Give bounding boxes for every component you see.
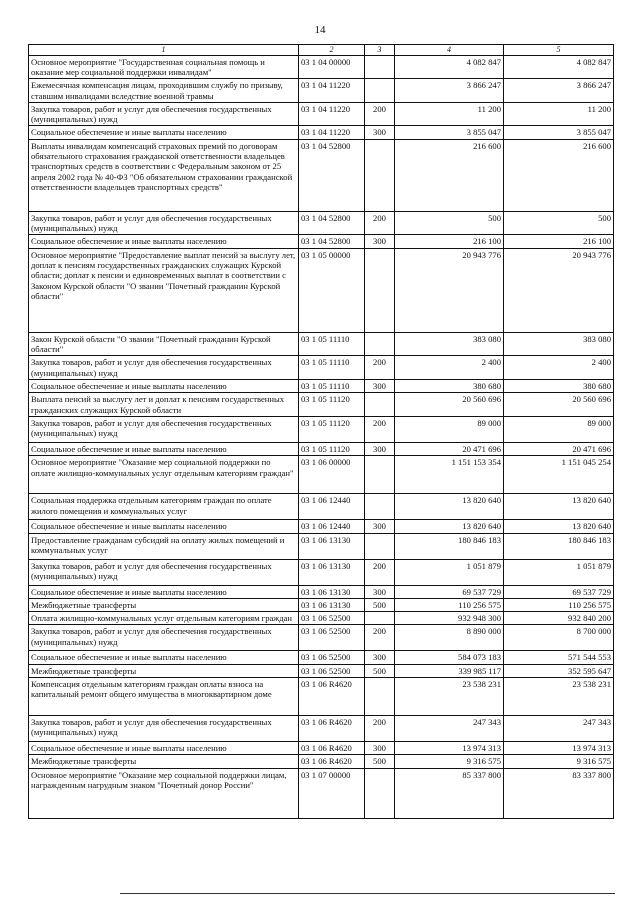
cell-value-2: 2 400 — [504, 356, 614, 380]
cell-code: 03 1 06 R4620 — [299, 678, 365, 716]
cell-value-2: 9 316 575 — [504, 755, 614, 768]
table-row — [29, 651, 614, 664]
footer-rule — [120, 893, 615, 894]
cell-code: 03 1 06 R4620 — [299, 742, 365, 755]
budget-table-body — [29, 45, 614, 819]
table-row — [29, 55, 614, 79]
table-row — [29, 211, 614, 235]
table-row — [29, 533, 614, 559]
cell-code: 03 1 06 52500 — [299, 612, 365, 625]
cell-value-1: 339 985 117 — [395, 664, 504, 677]
cell-value-1: 9 316 575 — [395, 755, 504, 768]
cell-name: Предоставление гражданам субсидий на оплату жилых помещений и коммунальных услуг — [29, 533, 299, 559]
cell-code: 03 1 05 00000 — [299, 248, 365, 332]
cell-value-1: 89 000 — [395, 416, 504, 442]
cell-name: Закупка товаров, работ и услуг для обеспечения государственных (муниципальных) нужд — [29, 559, 299, 585]
cell-expense-type: 200 — [365, 716, 395, 742]
cell-name: Основное мероприятие "Предоставление выплат пенсий за выслугу лет, доплат к пенсиям государственных гражданских служащих Курской области; доплат к пенсии и единовременных выплат в соответствии с Законом Курской области "О звании "Почетный гражданин Курской области" — [29, 248, 299, 332]
cell-code: 03 1 07 00000 — [299, 768, 365, 818]
cell-name: Социальное обеспечение и иные выплаты населению — [29, 585, 299, 598]
cell-code: 03 1 06 13130 — [299, 533, 365, 559]
cell-name: Социальное обеспечение и иные выплаты населению — [29, 651, 299, 664]
cell-code: 03 1 06 13130 — [299, 598, 365, 611]
cell-code: 03 1 06 R4620 — [299, 755, 365, 768]
header-cell-value-1: 4 — [395, 45, 504, 56]
cell-expense-type — [365, 678, 395, 716]
cell-value-2: 500 — [504, 211, 614, 235]
cell-value-2: 110 256 575 — [504, 598, 614, 611]
cell-value-1: 3 855 047 — [395, 126, 504, 139]
table-row — [29, 755, 614, 768]
table-row — [29, 456, 614, 494]
cell-code: 03 1 06 12440 — [299, 494, 365, 520]
cell-value-1: 8 890 000 — [395, 625, 504, 651]
cell-code: 03 1 06 52500 — [299, 651, 365, 664]
cell-code: 03 1 06 52500 — [299, 625, 365, 651]
cell-expense-type: 300 — [365, 126, 395, 139]
cell-value-1: 11 200 — [395, 102, 504, 126]
cell-expense-type — [365, 393, 395, 417]
cell-value-2: 247 343 — [504, 716, 614, 742]
cell-name: Социальное обеспечение и иные выплаты населению — [29, 126, 299, 139]
cell-value-1: 20 560 696 — [395, 393, 504, 417]
cell-value-2: 23 538 231 — [504, 678, 614, 716]
cell-code: 03 1 06 13130 — [299, 559, 365, 585]
cell-expense-type: 500 — [365, 598, 395, 611]
header-cell-type: 3 — [365, 45, 395, 56]
cell-value-2: 1 151 045 254 — [504, 456, 614, 494]
cell-value-2: 571 544 553 — [504, 651, 614, 664]
cell-name: Основное мероприятие "Государственная социальная помощь и оказание мер социальной поддержки инвалидам" — [29, 55, 299, 79]
cell-expense-type: 200 — [365, 416, 395, 442]
cell-value-1: 380 680 — [395, 379, 504, 392]
cell-value-1: 383 080 — [395, 332, 504, 356]
cell-code: 03 1 06 52500 — [299, 664, 365, 677]
cell-value-2: 1 051 879 — [504, 559, 614, 585]
cell-value-1: 216 600 — [395, 139, 504, 211]
cell-value-2: 216 600 — [504, 139, 614, 211]
cell-value-2: 3 855 047 — [504, 126, 614, 139]
cell-expense-type: 200 — [365, 356, 395, 380]
cell-value-1: 4 082 847 — [395, 55, 504, 79]
cell-expense-type: 200 — [365, 211, 395, 235]
cell-value-2: 3 866 247 — [504, 79, 614, 103]
cell-name: Социальное обеспечение и иные выплаты населению — [29, 235, 299, 248]
cell-value-2: 352 595 647 — [504, 664, 614, 677]
cell-expense-type: 300 — [365, 520, 395, 533]
table-header-row — [29, 45, 614, 56]
table-row — [29, 716, 614, 742]
cell-value-2: 83 337 800 — [504, 768, 614, 818]
cell-name: Выплаты инвалидам компенсаций страховых премий по договорам обязательного страхования гражданской ответственности владельцев транспортных средств в соответствии с Федеральным законом от 25 апреля 2002 года № 40-ФЗ "Об обязательном страховании гражданской ответственности владельцев транспортных средств" — [29, 139, 299, 211]
cell-code: 03 1 04 52800 — [299, 211, 365, 235]
cell-value-2: 380 680 — [504, 379, 614, 392]
cell-expense-type: 500 — [365, 664, 395, 677]
cell-name: Межбюджетные трансферты — [29, 755, 299, 768]
table-row — [29, 248, 614, 332]
cell-value-1: 20 471 696 — [395, 442, 504, 455]
table-row — [29, 393, 614, 417]
table-row — [29, 520, 614, 533]
table-row — [29, 126, 614, 139]
cell-expense-type — [365, 456, 395, 494]
cell-name: Социальная поддержка отдельным категориям граждан по оплате жилого помещения и коммунальных услуг — [29, 494, 299, 520]
cell-expense-type — [365, 79, 395, 103]
cell-name: Выплата пенсий за выслугу лет и доплат к пенсиям государственных гражданских служащих Курской области — [29, 393, 299, 417]
cell-name: Закупка товаров, работ и услуг для обеспечения государственных (муниципальных) нужд — [29, 102, 299, 126]
cell-value-1: 69 537 729 — [395, 585, 504, 598]
cell-value-2: 20 471 696 — [504, 442, 614, 455]
table-row — [29, 79, 614, 103]
cell-value-1: 584 073 183 — [395, 651, 504, 664]
cell-value-2: 89 000 — [504, 416, 614, 442]
cell-name: Основное мероприятие "Оказание мер социальной поддержки лицам, награжденным нагрудным знаком "Почетный донор России" — [29, 768, 299, 818]
cell-expense-type: 500 — [365, 755, 395, 768]
cell-value-2: 20 560 696 — [504, 393, 614, 417]
cell-code: 03 1 06 12440 — [299, 520, 365, 533]
table-row — [29, 598, 614, 611]
cell-value-2: 11 200 — [504, 102, 614, 126]
cell-code: 03 1 05 11110 — [299, 379, 365, 392]
cell-name: Закупка товаров, работ и услуг для обеспечения государственных (муниципальных) нужд — [29, 416, 299, 442]
cell-name: Социальное обеспечение и иные выплаты населению — [29, 379, 299, 392]
cell-expense-type — [365, 139, 395, 211]
cell-code: 03 1 05 11110 — [299, 356, 365, 380]
header-cell-code: 2 — [299, 45, 365, 56]
cell-code: 03 1 05 11110 — [299, 332, 365, 356]
cell-value-1: 23 538 231 — [395, 678, 504, 716]
cell-value-2: 4 082 847 — [504, 55, 614, 79]
cell-value-2: 180 846 183 — [504, 533, 614, 559]
cell-code: 03 1 04 52800 — [299, 139, 365, 211]
header-cell-value-2: 5 — [504, 45, 614, 56]
cell-code: 03 1 06 00000 — [299, 456, 365, 494]
cell-code: 03 1 05 11120 — [299, 393, 365, 417]
cell-expense-type: 200 — [365, 559, 395, 585]
table-row — [29, 494, 614, 520]
cell-value-1: 180 846 183 — [395, 533, 504, 559]
cell-name: Межбюджетные трансферты — [29, 598, 299, 611]
cell-code: 03 1 05 11120 — [299, 442, 365, 455]
cell-name: Закупка товаров, работ и услуг для обеспечения государственных (муниципальных) нужд — [29, 211, 299, 235]
table-row — [29, 416, 614, 442]
cell-name: Социальное обеспечение и иные выплаты населению — [29, 520, 299, 533]
cell-value-1: 1 051 879 — [395, 559, 504, 585]
cell-name: Закупка товаров, работ и услуг для обеспечения государственных (муниципальных) нужд — [29, 625, 299, 651]
table-row — [29, 102, 614, 126]
cell-expense-type: 300 — [365, 651, 395, 664]
table-row — [29, 625, 614, 651]
cell-code: 03 1 04 11220 — [299, 102, 365, 126]
cell-expense-type — [365, 768, 395, 818]
cell-value-1: 110 256 575 — [395, 598, 504, 611]
cell-value-2: 383 080 — [504, 332, 614, 356]
cell-value-1: 13 820 640 — [395, 520, 504, 533]
cell-code: 03 1 06 R4620 — [299, 716, 365, 742]
cell-expense-type — [365, 55, 395, 79]
cell-expense-type: 200 — [365, 102, 395, 126]
cell-name: Закупка товаров, работ и услуг для обеспечения государственных (муниципальных) нужд — [29, 716, 299, 742]
cell-name: Межбюджетные трансферты — [29, 664, 299, 677]
header-cell-name: 1 — [29, 45, 299, 56]
table-row — [29, 585, 614, 598]
table-row — [29, 612, 614, 625]
cell-value-2: 13 820 640 — [504, 494, 614, 520]
table-row — [29, 664, 614, 677]
cell-value-2: 13 974 313 — [504, 742, 614, 755]
page-number: 14 — [314, 24, 326, 36]
cell-value-2: 932 840 200 — [504, 612, 614, 625]
cell-value-1: 85 337 800 — [395, 768, 504, 818]
cell-expense-type: 300 — [365, 235, 395, 248]
cell-value-1: 13 820 640 — [395, 494, 504, 520]
table-row — [29, 442, 614, 455]
cell-value-1: 20 943 776 — [395, 248, 504, 332]
cell-name: Оплата жилищно-коммунальных услуг отдельным категориям граждан — [29, 612, 299, 625]
cell-expense-type: 300 — [365, 585, 395, 598]
cell-expense-type: 300 — [365, 379, 395, 392]
cell-value-1: 932 948 300 — [395, 612, 504, 625]
cell-expense-type: 200 — [365, 625, 395, 651]
cell-value-1: 216 100 — [395, 235, 504, 248]
cell-name: Основное мероприятие "Оказание мер социальной поддержки по оплате жилищно-коммунальных услуг отдельным категориям граждан" — [29, 456, 299, 494]
table-row — [29, 379, 614, 392]
table-row — [29, 139, 614, 211]
cell-value-2: 69 537 729 — [504, 585, 614, 598]
cell-name: Социальное обеспечение и иные выплаты населению — [29, 742, 299, 755]
table-row — [29, 559, 614, 585]
cell-name: Социальное обеспечение и иные выплаты населению — [29, 442, 299, 455]
cell-value-2: 13 820 640 — [504, 520, 614, 533]
budget-table — [28, 44, 614, 819]
cell-value-2: 8 700 000 — [504, 625, 614, 651]
cell-name: Закупка товаров, работ и услуг для обеспечения государственных (муниципальных) нужд — [29, 356, 299, 380]
cell-code: 03 1 04 00000 — [299, 55, 365, 79]
cell-expense-type — [365, 533, 395, 559]
cell-value-1: 3 866 247 — [395, 79, 504, 103]
cell-code: 03 1 04 11220 — [299, 126, 365, 139]
cell-name: Закон Курской области "О звании "Почетный гражданин Курской области" — [29, 332, 299, 356]
table-row — [29, 768, 614, 818]
cell-value-1: 500 — [395, 211, 504, 235]
cell-code: 03 1 05 11120 — [299, 416, 365, 442]
cell-value-2: 20 943 776 — [504, 248, 614, 332]
cell-value-1: 1 151 153 354 — [395, 456, 504, 494]
table-row — [29, 742, 614, 755]
cell-code: 03 1 06 13130 — [299, 585, 365, 598]
cell-name: Ежемесячная компенсация лицам, проходившим службу по призыву, ставшим инвалидами вследствие военной травмы — [29, 79, 299, 103]
table-row — [29, 332, 614, 356]
table-row — [29, 235, 614, 248]
cell-value-1: 247 343 — [395, 716, 504, 742]
cell-code: 03 1 04 11220 — [299, 79, 365, 103]
cell-expense-type — [365, 248, 395, 332]
cell-code: 03 1 04 52800 — [299, 235, 365, 248]
cell-value-2: 216 100 — [504, 235, 614, 248]
cell-expense-type: 300 — [365, 742, 395, 755]
cell-value-1: 2 400 — [395, 356, 504, 380]
table-row — [29, 678, 614, 716]
cell-name: Компенсация отдельным категориям граждан оплаты взноса на капитальный ремонт общего имущества в многоквартирном доме — [29, 678, 299, 716]
table-row — [29, 356, 614, 380]
cell-value-1: 13 974 313 — [395, 742, 504, 755]
cell-expense-type — [365, 332, 395, 356]
cell-expense-type — [365, 612, 395, 625]
cell-expense-type: 300 — [365, 442, 395, 455]
cell-expense-type — [365, 494, 395, 520]
